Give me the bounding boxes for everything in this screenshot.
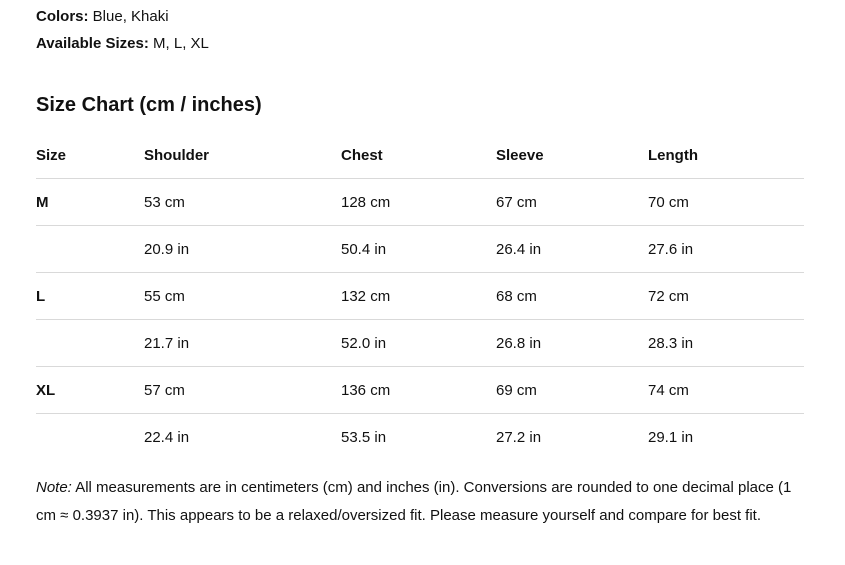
sleeve-cell: 26.8 in bbox=[496, 320, 648, 367]
sleeve-cell: 69 cm bbox=[496, 367, 648, 414]
size-cell bbox=[36, 414, 144, 461]
measurement-note bbox=[36, 474, 804, 529]
note-text: All measurements are in centimeters (cm) and inches (in). Conversions are rounded to one decimal place (1 cm ≈ 0.3937 in). This appears to be a relaxed/oversized fit. Please measure yourself and compare for best fit. bbox=[36, 479, 792, 524]
note-label: Note: bbox=[36, 479, 72, 496]
chest-cell: 136 cm bbox=[341, 367, 496, 414]
sleeve-cell: 68 cm bbox=[496, 273, 648, 320]
chest-cell: 53.5 in bbox=[341, 428, 387, 446]
shoulder-cell: 55 cm bbox=[144, 273, 341, 320]
chest-cell: 52.0 in bbox=[341, 320, 496, 367]
table-row bbox=[36, 273, 804, 320]
header-chest: Chest bbox=[341, 132, 496, 179]
length-cell: 70 cm bbox=[648, 179, 804, 226]
chest-cell: 50.4 in bbox=[341, 226, 496, 273]
header-sleeve: Sleeve bbox=[496, 132, 648, 179]
shoulder-cell: 20.9 in bbox=[144, 226, 341, 273]
size-cell: M bbox=[36, 179, 144, 226]
length-cell: 28.3 in bbox=[648, 320, 804, 367]
shoulder-cell: 22.4 in bbox=[144, 428, 190, 446]
table-row bbox=[36, 367, 804, 414]
length-cell: 27.6 in bbox=[648, 226, 804, 273]
chest-cell: 132 cm bbox=[341, 273, 496, 320]
chest-cell: 128 cm bbox=[341, 179, 496, 226]
header-length: Length bbox=[648, 132, 804, 179]
colors-line bbox=[36, 3, 804, 30]
table-row bbox=[36, 414, 804, 461]
size-chart-table bbox=[36, 132, 804, 460]
sleeve-cell: 67 cm bbox=[496, 179, 648, 226]
length-cell: 74 cm bbox=[648, 367, 804, 414]
shoulder-cell: 21.7 in bbox=[144, 320, 341, 367]
table-header-row bbox=[36, 132, 804, 179]
size-cell: XL bbox=[36, 367, 144, 414]
available-sizes-line bbox=[36, 30, 804, 57]
size-cell bbox=[36, 320, 144, 367]
length-cell: 29.1 in bbox=[648, 428, 694, 446]
length-cell: 72 cm bbox=[648, 273, 804, 320]
colors-label: Colors: bbox=[36, 8, 89, 25]
shoulder-cell: 57 cm bbox=[144, 367, 341, 414]
size-chart-title: Size Chart (cm / inches) bbox=[36, 94, 262, 116]
size-cell bbox=[36, 226, 144, 273]
colors-value: Blue, Khaki bbox=[92, 8, 169, 25]
shoulder-cell: 53 cm bbox=[144, 179, 341, 226]
sleeve-cell: 26.4 in bbox=[496, 226, 648, 273]
available-sizes-label: Available Sizes: bbox=[36, 35, 149, 52]
table-row bbox=[36, 179, 804, 226]
product-details bbox=[36, 0, 804, 524]
header-shoulder: Shoulder bbox=[144, 132, 341, 179]
available-sizes-value: M, L, XL bbox=[153, 35, 209, 52]
size-cell: L bbox=[36, 273, 144, 320]
header-size: Size bbox=[36, 132, 144, 179]
table-row bbox=[36, 320, 804, 367]
sleeve-cell: 27.2 in bbox=[496, 428, 542, 446]
table-row bbox=[36, 226, 804, 273]
